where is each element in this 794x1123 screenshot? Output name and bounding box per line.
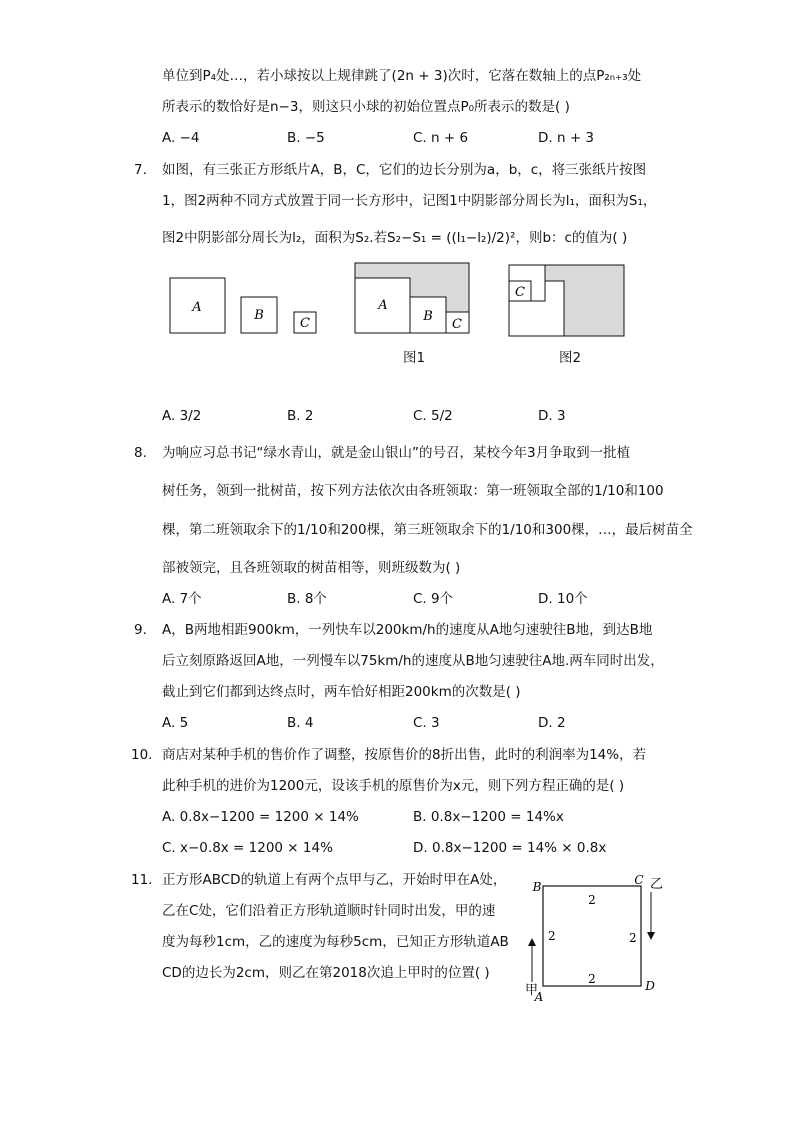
q9-option-b[interactable]: B. 4 <box>287 715 314 731</box>
q7-option-b[interactable]: B. 2 <box>287 408 314 424</box>
q11-figure <box>515 870 665 1005</box>
square-a-label: A <box>192 300 202 315</box>
q8-option-a[interactable]: A. 7个 <box>162 591 202 607</box>
q9-line-1: A，B两地相距900km，一列快车以200km/h的速度从A地匀速驶往B地，到达B地 <box>162 622 653 638</box>
q6-line-1: 单位到P₄处…，若小球按以上规律跳了(2n + 3)次时，它落在数轴上的点P₂ₙ₊₃处 <box>162 68 642 84</box>
q10-option-a[interactable]: A. 0.8x−1200 = 1200 × 14% <box>162 809 359 825</box>
q6-option-b[interactable]: B. −5 <box>287 130 325 146</box>
q6-option-a[interactable]: A. −4 <box>162 130 200 146</box>
q7-number: 7. <box>134 162 147 178</box>
fig2-caption: 图2 <box>559 350 582 366</box>
side-bottom-length: 2 <box>588 972 596 986</box>
fig1-caption: 图1 <box>403 350 426 366</box>
q10-option-d[interactable]: D. 0.8x−1200 = 14% × 0.8x <box>413 840 607 856</box>
square-c-label: C <box>300 316 310 331</box>
q6-option-d[interactable]: D. n + 3 <box>538 130 595 146</box>
side-right-length: 2 <box>629 931 637 945</box>
walker-b-label: 乙 <box>650 877 664 892</box>
fig1-label-a: A <box>378 298 388 313</box>
q7-option-c[interactable]: C. 5/2 <box>413 408 453 424</box>
side-left-length: 2 <box>548 929 556 943</box>
q6-line-2: 所表示的数恰好是n−3，则这只小球的初始位置点P₀所表示的数是( ) <box>162 99 570 115</box>
q7-line-1: 如图，有三张正方形纸片A，B，C，它们的边长分别为a，b，c，将三张纸片按图 <box>162 162 647 178</box>
q11-line-2: 乙在C处，它们沿着正方形轨道顺时针同时出发，甲的速 <box>162 903 496 919</box>
q7-option-a[interactable]: A. 3/2 <box>162 408 202 424</box>
q8-number: 8. <box>134 445 147 461</box>
q10-line-1: 商店对某种手机的售价作了调整，按原售价的8折出售，此时的利润率为14%，若 <box>162 747 647 763</box>
q8-option-c[interactable]: C. 9个 <box>413 591 454 607</box>
figure-2 <box>509 265 624 336</box>
fig1-label-b: B <box>423 309 433 324</box>
q10-option-b[interactable]: B. 0.8x−1200 = 14%x <box>413 809 564 825</box>
q10-number: 10. <box>131 747 153 763</box>
q8-line-4: 部被领完，且各班领取的树苗相等，则班级数为( ) <box>162 560 461 576</box>
q9-option-c[interactable]: C. 3 <box>413 715 440 731</box>
q8-option-b[interactable]: B. 8个 <box>287 591 327 607</box>
figure-1 <box>355 263 469 333</box>
corner-c: C <box>634 873 644 887</box>
q11-line-4: CD的边长为2cm，则乙在第2018次追上甲时的位置( ) <box>162 965 490 981</box>
q11-line-3: 度为每秒1cm，乙的速度为每秒5cm，已知正方形轨道AB <box>162 934 509 950</box>
q8-line-2: 树任务，领到一批树苗，按下列方法依次由各班领取：第一班领取全部的1/10和100 <box>162 483 664 499</box>
fig2-label-c: C <box>515 285 525 300</box>
q8-line-1: 为响应习总书记“绿水青山，就是金山银山”的号召，某校今年3月争取到一批植 <box>162 445 631 461</box>
square-b-label: B <box>254 308 264 323</box>
q7-line-2: 1，图2两种不同方式放置于同一长方形中，记图1中阴影部分周长为l₁，面积为S₁， <box>162 193 657 209</box>
q10-line-2: 此种手机的进价为1200元，设该手机的原售价为x元，则下列方程正确的是( ) <box>162 778 625 794</box>
corner-a: A <box>534 990 544 1004</box>
q9-line-3: 截止到它们都到达终点时，两车恰好相距200km的次数是( ) <box>162 684 521 700</box>
q9-line-2: 后立刻原路返回A地，一列慢车以75km/h的速度从B地匀速驶往A地.两车同时出发， <box>162 653 664 669</box>
q8-line-3: 棵，第二班领取余下的1/10和200棵，第三班领取余下的1/10和300棵，…，最后树苗全 <box>162 522 693 538</box>
fig1-label-c: C <box>452 317 462 332</box>
q9-option-d[interactable]: D. 2 <box>538 715 566 731</box>
side-top-length: 2 <box>588 893 596 907</box>
q11-number: 11. <box>131 872 153 888</box>
q8-option-d[interactable]: D. 10个 <box>538 591 588 607</box>
q11-line-1: 正方形ABCD的轨道上有两个点甲与乙，开始时甲在A处， <box>162 872 507 888</box>
walker-a-label: 甲 <box>525 983 539 998</box>
corner-b: B <box>532 880 542 894</box>
q7-line-3: 图2中阴影部分周长为l₂，面积为S₂.若S₂−S₁ = ((l₁−l₂)/2)²，则b：c的值为( ) <box>162 230 628 246</box>
q9-number: 9. <box>134 622 147 638</box>
q10-option-c[interactable]: C. x−0.8x = 1200 × 14% <box>162 840 333 856</box>
q9-option-a[interactable]: A. 5 <box>162 715 189 731</box>
corner-d: D <box>645 979 655 993</box>
q7-option-d[interactable]: D. 3 <box>538 408 566 424</box>
q6-option-c[interactable]: C. n + 6 <box>413 130 469 146</box>
